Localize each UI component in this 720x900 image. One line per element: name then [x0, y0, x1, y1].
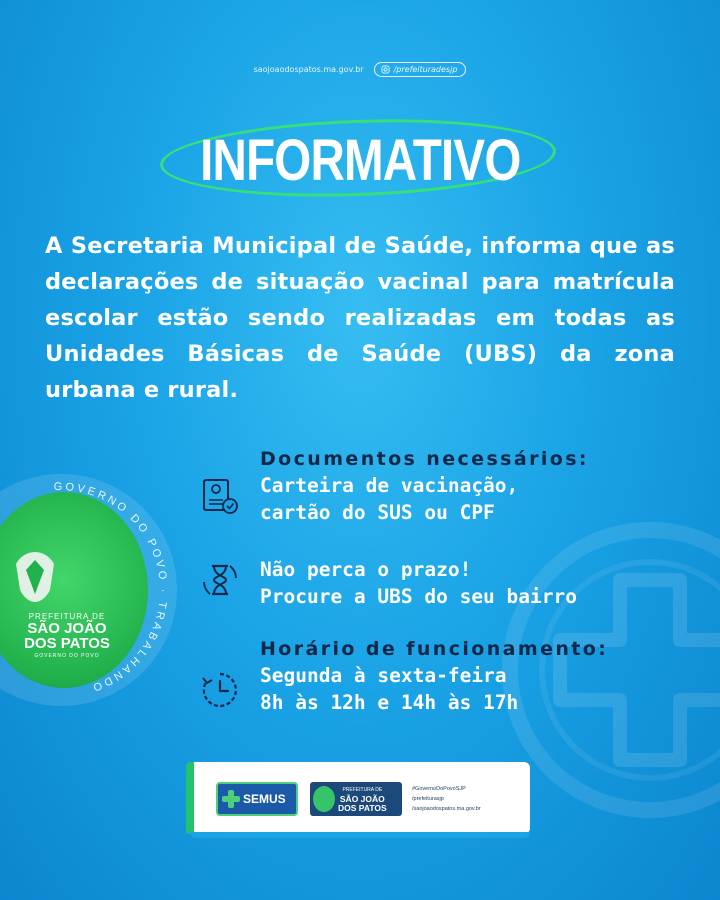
svg-text:GOVERNO DO POVO · TRABALHANDO [54, 481, 169, 694]
logo-sub: GOVERNO DO POVO [34, 653, 100, 659]
logo-text [2, 612, 132, 659]
instagram-link[interactable] [374, 62, 467, 77]
semus-label: SEMUS [243, 792, 286, 806]
section-hours-title: Horário de funcionamento: [260, 638, 609, 660]
plus-icon [222, 790, 240, 808]
footer-hashtag: #GovernoDoPovoSJP [412, 786, 466, 792]
section-deadline [200, 556, 700, 616]
footer-site[interactable]: /saojoaodospatos.ma.gov.br [412, 806, 481, 812]
instagram-handle: /prefeituradesjp [393, 65, 458, 74]
instagram-icon [381, 65, 390, 74]
pref-name-2: DOS PATOS [338, 802, 387, 813]
footer-contacts [412, 784, 481, 814]
section-documents-line-2: cartão do SUS ou CPF [260, 501, 495, 524]
footer-card [190, 762, 530, 834]
section-hours [200, 636, 700, 726]
title-block [160, 112, 560, 208]
seal-icon [313, 786, 335, 812]
logo-ring-label: GOVERNO DO POVO · TRABALHANDO [53, 480, 170, 695]
footer-instagram[interactable]: /prefeiturasjp [412, 796, 444, 802]
logo-top: PREFEITURA DE [28, 612, 106, 621]
footer-accent-bottom [190, 832, 530, 838]
page-title: INFORMATIVO [199, 127, 521, 193]
section-documents-title: Documentos necessários: [260, 448, 589, 470]
section-documents-line-1: Carteira de vacinação, [260, 474, 519, 497]
section-deadline-line-2: Procure a UBS do seu bairro [260, 585, 577, 608]
footer-accent-left [186, 762, 194, 834]
header-bar [0, 62, 720, 77]
semus-logo [216, 782, 298, 816]
clock-icon [200, 670, 240, 710]
section-hours-line-1: Segunda à sexta-feira [260, 664, 507, 687]
section-hours-line-2: 8h às 12h e 14h às 17h [260, 691, 519, 714]
logo-name-1: SÃO JOÃO [27, 620, 107, 637]
section-documents [200, 446, 700, 526]
website-link[interactable]: saojoaodospatos.ma.gov.br [253, 65, 364, 74]
section-deadline-line-1: Não perca o prazo! [260, 558, 472, 581]
prefeitura-logo [310, 782, 402, 816]
document-icon [200, 476, 240, 516]
intro-paragraph: A Secretaria Municipal de Saúde, informa que as declarações de situação vacinal para matrícula escolar estão sendo realizadas em todas as Unidades Básicas de Saúde (UBS) da zona urbana e rural. [45, 233, 675, 403]
pref-top: PREFEITURA DE [342, 786, 383, 793]
logo-name-2: DOS PATOS [24, 635, 110, 652]
pref-name-1: SÃO JOÃO [339, 793, 385, 804]
coat-of-arms-icon [10, 548, 60, 604]
hourglass-icon [200, 560, 240, 600]
